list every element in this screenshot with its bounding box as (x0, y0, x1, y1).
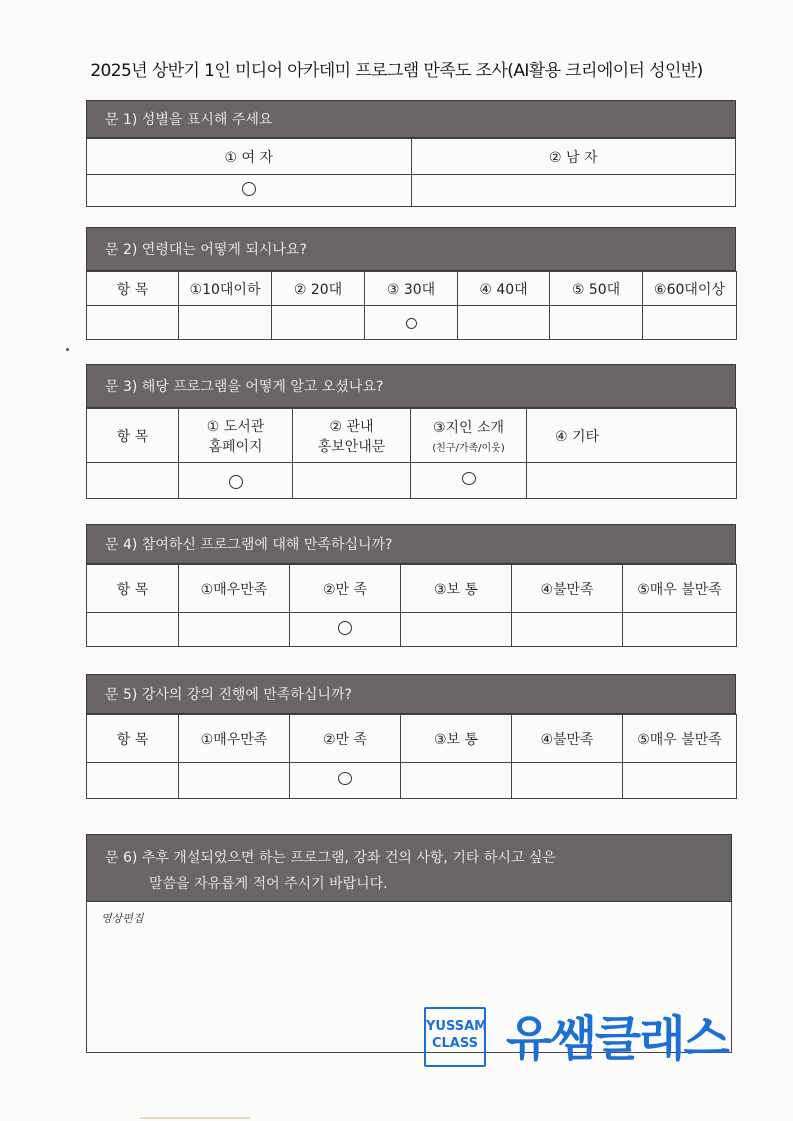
yussam-class-logo-box (424, 1007, 486, 1067)
option-dissatisfied: ④불만족 (512, 565, 623, 613)
question-2-table (86, 271, 737, 340)
handwritten-response: 영상편집 (101, 912, 144, 925)
option-female: ① 여 자 (87, 139, 412, 175)
answer-cell-very-dissatisfied[interactable] (623, 763, 737, 799)
answer-cell-satisfied[interactable] (290, 763, 401, 799)
option-very-dissatisfied: ⑤매우 불만족 (623, 715, 737, 763)
question-3-table (86, 408, 737, 499)
option-very-satisfied: ①매우만족 (179, 565, 290, 613)
answer-cell-library[interactable] (179, 463, 293, 499)
answer-cell-very-dissatisfied[interactable] (623, 613, 737, 647)
question-3-header: 문 3) 해당 프로그램을 어떻게 알고 오셨나요? (86, 364, 736, 408)
option-local-notice (293, 409, 411, 463)
stray-mark (66, 348, 69, 351)
answer-cell-very-satisfied[interactable] (179, 763, 290, 799)
option-age-60s: ⑥60대이상 (643, 272, 737, 306)
answer-cell-dissatisfied[interactable] (512, 763, 623, 799)
question-4-table (86, 564, 737, 647)
item-label: 항 목 (87, 272, 179, 306)
question-1-header: 문 1) 성별을 표시해 주세요 (86, 100, 736, 138)
selection-circle (462, 472, 476, 485)
answer-cell-60s[interactable] (643, 306, 737, 340)
question-1-table (86, 138, 736, 207)
question-6-header-line2: 말씀을 자유롭게 적어 주시기 바랍니다. (149, 876, 388, 892)
question-2-header: 문 2) 연령대는 어떻게 되시나요? (86, 227, 736, 271)
option-male: ② 남 자 (411, 139, 736, 175)
question-5 (86, 674, 736, 799)
answer-cell-50s[interactable] (550, 306, 643, 340)
item-label: 항 목 (87, 565, 179, 613)
survey-title: 2025년 상반기 1인 미디어 아카데미 프로그램 만족도 조사(AI활용 크리에이터 성인반) (90, 61, 703, 81)
question-6-header-line1: 문 6) 추후 개설되었으면 하는 프로그램, 강좌 건의 사항, 기타 하시고 싶은 (105, 850, 556, 866)
question-5-header: 문 5) 강사의 강의 진행에 만족하십니까? (86, 674, 736, 714)
selection-circle (406, 318, 417, 329)
logo-box-line2: CLASS (431, 1036, 479, 1051)
option-satisfied: ②만 족 (290, 565, 401, 613)
question-6-header (86, 834, 732, 902)
option-satisfied: ②만 족 (290, 715, 401, 763)
question-3 (86, 364, 736, 499)
answer-cell-label (87, 763, 179, 799)
logo-box-line1: YUSSAM (426, 1019, 488, 1034)
option-line2: (친구/가족/이웃) (432, 443, 505, 454)
answer-cell-female[interactable] (87, 175, 412, 207)
option-age-20s: ② 20대 (272, 272, 365, 306)
selection-circle (229, 475, 243, 489)
answer-cell-referral[interactable] (411, 463, 527, 499)
option-line2: 홈페이지 (208, 438, 263, 455)
question-1 (86, 100, 736, 207)
option-referral (411, 409, 527, 463)
option-other: ④ 기타 (527, 409, 737, 463)
option-dissatisfied: ④불만족 (512, 715, 623, 763)
option-library-homepage (179, 409, 293, 463)
option-line1: ② 관내 (329, 418, 374, 435)
question-4-header: 문 4) 참여하신 프로그램에 대해 만족하십니까? (86, 524, 736, 564)
option-age-40s: ④ 40대 (458, 272, 550, 306)
option-age-10s: ①10대이하 (179, 272, 272, 306)
option-age-50s: ⑤ 50대 (550, 272, 643, 306)
question-4 (86, 524, 736, 647)
answer-cell-dissatisfied[interactable] (512, 613, 623, 647)
selection-circle (242, 182, 256, 196)
option-line1: ① 도서관 (206, 418, 265, 435)
answer-cell-10s[interactable] (179, 306, 272, 340)
selection-circle (338, 621, 352, 635)
option-line1: ③지인 소개 (432, 420, 505, 436)
answer-cell-20s[interactable] (272, 306, 365, 340)
answer-cell-neutral[interactable] (401, 763, 512, 799)
answer-cell-notice[interactable] (293, 463, 411, 499)
yussam-class-logo-text: 유쌤클래스 (506, 1011, 728, 1067)
selection-circle (338, 772, 352, 785)
option-very-dissatisfied: ⑤매우 불만족 (623, 565, 737, 613)
option-line2: 홍보안내문 (317, 438, 386, 455)
answer-cell-other[interactable] (527, 463, 737, 499)
option-neutral: ③보 통 (401, 565, 512, 613)
option-age-30s: ③ 30대 (365, 272, 458, 306)
answer-cell-male[interactable] (411, 175, 736, 207)
question-5-table (86, 714, 737, 799)
item-label: 항 목 (87, 715, 179, 763)
option-neutral: ③보 통 (401, 715, 512, 763)
answer-cell-very-satisfied[interactable] (179, 613, 290, 647)
answer-cell-40s[interactable] (458, 306, 550, 340)
answer-cell-30s[interactable] (365, 306, 458, 340)
question-2 (86, 227, 736, 340)
item-label: 항 목 (87, 409, 179, 463)
answer-cell-neutral[interactable] (401, 613, 512, 647)
paper-edge-mark (140, 1117, 250, 1119)
answer-cell-label (87, 306, 179, 340)
answer-cell-label (87, 463, 179, 499)
answer-cell-label (87, 613, 179, 647)
option-very-satisfied: ①매우만족 (179, 715, 290, 763)
answer-cell-satisfied[interactable] (290, 613, 401, 647)
